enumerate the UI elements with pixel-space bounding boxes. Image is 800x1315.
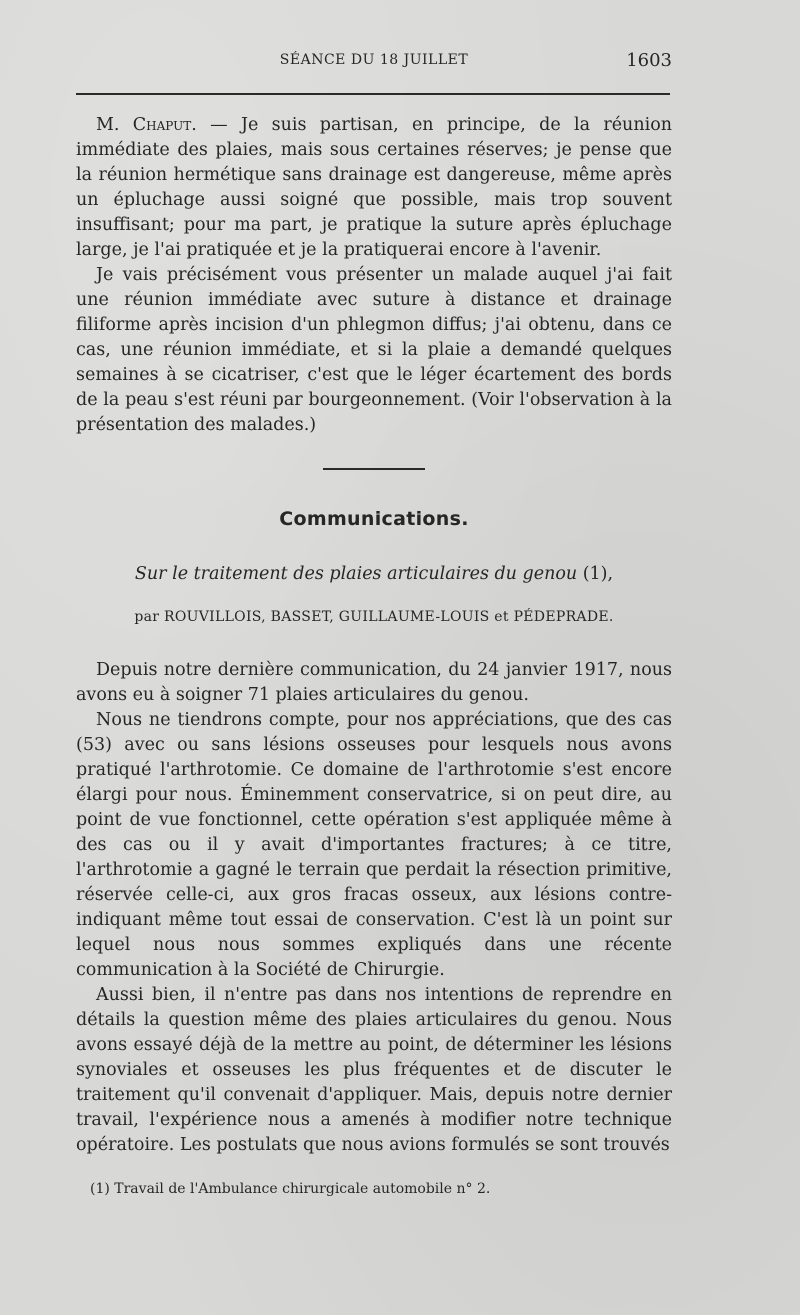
article-paragraph: Aussi bien, il n'entre pas dans nos intentions de reprendre en détails la question même des plaies articulaires du genou. Nous avons essayé déjà de la mettre au point, de déterminer les lésions synoviales et osseuses les plus fréquentes et de discuter le traitement qu'il convenait d'appliquer. Mais, depuis notre dernier travail, l'expérience nous a amenés à modifier notre technique opératoire. Les postulats que nous avions formulés se sont trouvés	[76, 985, 672, 1155]
discussion-paragraph-1	[76, 113, 672, 263]
article-body	[76, 658, 672, 1158]
page-number: 1603	[626, 50, 672, 71]
article-paragraph: Nous ne tiendrons compte, pour nos appréciations, que des cas (53) avec ou sans lésions osseuses pour lesquels nous avons pratiqué l'arthrotomie. Ce domaine de l'arthrotomie s'est encore élargi pour nous. Éminemment conservatrice, si on peut dire, au point de vue fonctionnel, cette opération s'est appliquée même à des cas ou il y avait d'importantes fractures; à ce titre, l'arthrotomie a gagné le terrain que perdait la résection primitive, réservée celle-ci, aux gros fracas osseux, aux lésions contre-indiquant même tout essai de conservation. C'est là un point sur lequel nous nous sommes expliqués dans une récente communication à la Société de Chirurgie.	[76, 710, 672, 980]
footnote: (1) Travail de l'Ambulance chirurgicale automobile n° 2.	[90, 1181, 491, 1197]
speaker-name: M. Chaput.	[96, 115, 197, 135]
running-head: SÉANCE DU 18 JUILLET	[279, 52, 469, 68]
page-header	[76, 52, 672, 74]
discussion-paragraph-2: Je vais précisément vous présenter un malade auquel j'ai fait une réunion immédiate avec suture à distance et drainage filiforme après incision d'un phlegmon diffus; j'ai obtenu, dans ce cas, une réunion immédiate, et si la plaie a demandé quelques semaines à se cicatriser, c'est que le léger écartement des bords de la peau s'est réuni par bourgeonnement. (Voir l'observation à la présentation des malades.)	[76, 265, 672, 435]
discussion-text-1: — Je suis partisan, en principe, de la réunion immédiate des plaies, mais sous certaines réserves; je pense que la réunion hermétique sans drainage est dangereuse, même après un épluchage aussi soigné que possible, mais trop souvent insuffisant; pour ma part, je pratique la suture après épluchage large, je l'ai pratiquée et je la pratiquerai encore à l'avenir.	[76, 115, 673, 260]
section-title: Communications.	[279, 508, 469, 530]
header-rule	[76, 93, 670, 95]
discussion-block	[76, 113, 672, 438]
footnote-reference: (1),	[577, 564, 614, 584]
section-divider	[323, 468, 425, 470]
article-paragraph: Depuis notre dernière communication, du 24 janvier 1917, nous avons eu à soigner 71 plaies articulaires du genou.	[76, 660, 672, 705]
article-title	[76, 564, 672, 584]
article-authors: par ROUVILLOIS, BASSET, GUILLAUME-LOUIS et PÉDEPRADE.	[134, 609, 614, 625]
article-title-text: Sur le traitement des plaies articulaires du genou	[134, 564, 578, 584]
